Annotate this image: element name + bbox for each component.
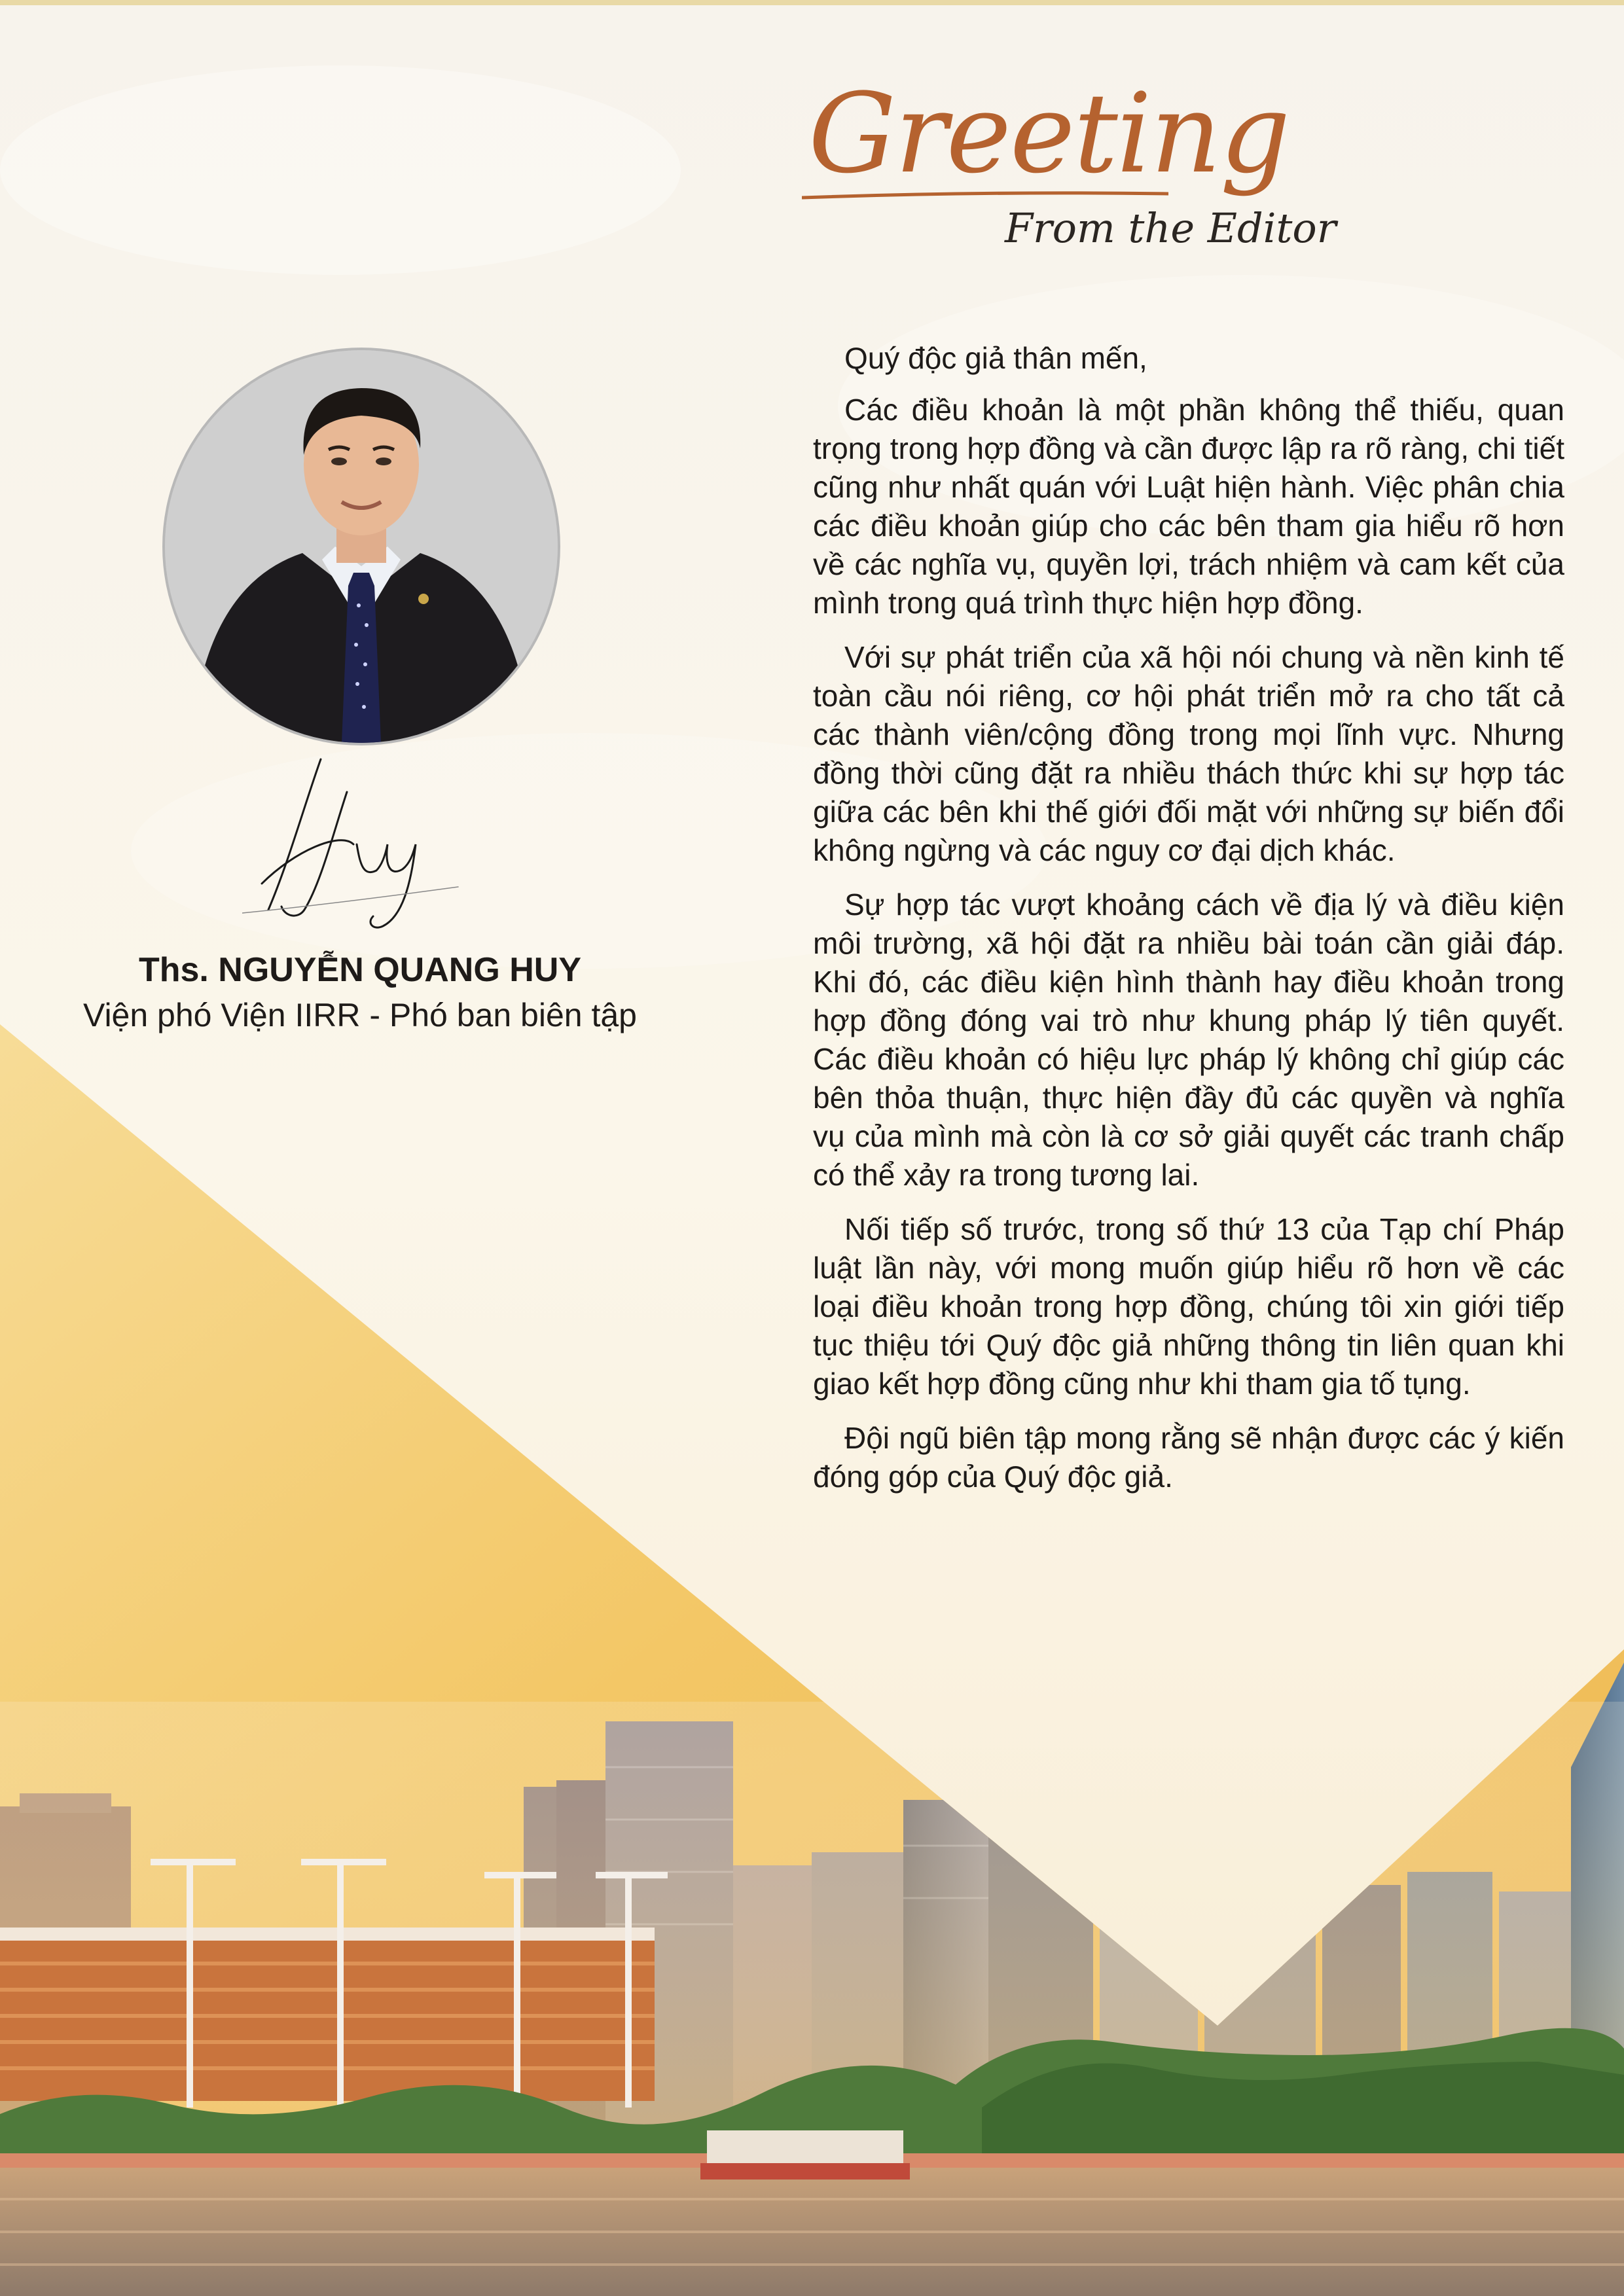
editor-signature (242, 753, 478, 936)
editor-name: Ths. NGUYỄN QUANG HUY (138, 951, 582, 989)
editor-portrait (165, 350, 558, 743)
letter-salutation: Quý độc giả thân mến, (844, 341, 1147, 375)
letter-paragraph: Đội ngũ biên tập mong rằng sẽ nhận được các ý kiến đóng góp của Quý độc giả. (813, 1421, 1564, 1494)
letter-paragraph: Với sự phát triển của xã hội nói chung và nền kinh tế toàn cầu nói riêng, cơ hội phát triển mở ra cho tất cả các thành viên/cộng đồng trong mọi lĩnh vực. Nhưng đồng thời cũng đặt ra nhiều thách thức khi sự hợp tác giữa các bên khi thế giới đối mặt với những sự biến đổi không ngừng và các nguy cơ đại dịch khác. (813, 640, 1564, 867)
letter-body (813, 339, 1564, 1512)
letter-paragraph: Nối tiếp số trước, trong số thứ 13 của Tạp chí Pháp luật lần này, với mong muốn giúp hiểu rõ hơn về các loại điều khoản trong hợp đồng, chúng tôi xin giới tiếp tục thiệu tới Quý độc giả những thông tin liên quan khi giao kết hợp đồng cũng như khi tham gia tố tụng. (813, 1212, 1564, 1401)
title-underline (802, 190, 1168, 202)
page-subtitle: From the Editor (1005, 204, 1337, 252)
page-title: Greeting (808, 69, 1290, 198)
editor-role: Viện phó Viện IIRR - Phó ban biên tập (83, 997, 637, 1033)
letter-paragraph: Sự hợp tác vượt khoảng cách về địa lý và điều kiện môi trường, xã hội đặt ra nhiều bài toán cần giải đáp. Khi đó, các điều kiện hình thành hay điều khoản trong hợp đồng đóng vai trò như khung pháp lý tiên quyết. Các điều khoản có hiệu lực pháp lý không chỉ giúp các bên thỏa thuận, thực hiện đầy đủ các quyền và nghĩa vụ của mình mà còn là cơ sở giải quyết các tranh chấp có thể xảy ra trong tương lai. (813, 888, 1564, 1192)
letter-paragraph: Các điều khoản là một phần không thể thiếu, quan trọng trong hợp đồng và cần được lập ra rõ ràng, chi tiết cũng như nhất quán với Luật hiện hành. Việc phân chia các điều khoản giúp cho các bên tham gia hiểu rõ hơn về các nghĩa vụ, quyền lợi, trách nhiệm và cam kết của mình trong quá trình thực hiện hợp đồng. (813, 393, 1564, 620)
top-rule (0, 0, 1624, 5)
